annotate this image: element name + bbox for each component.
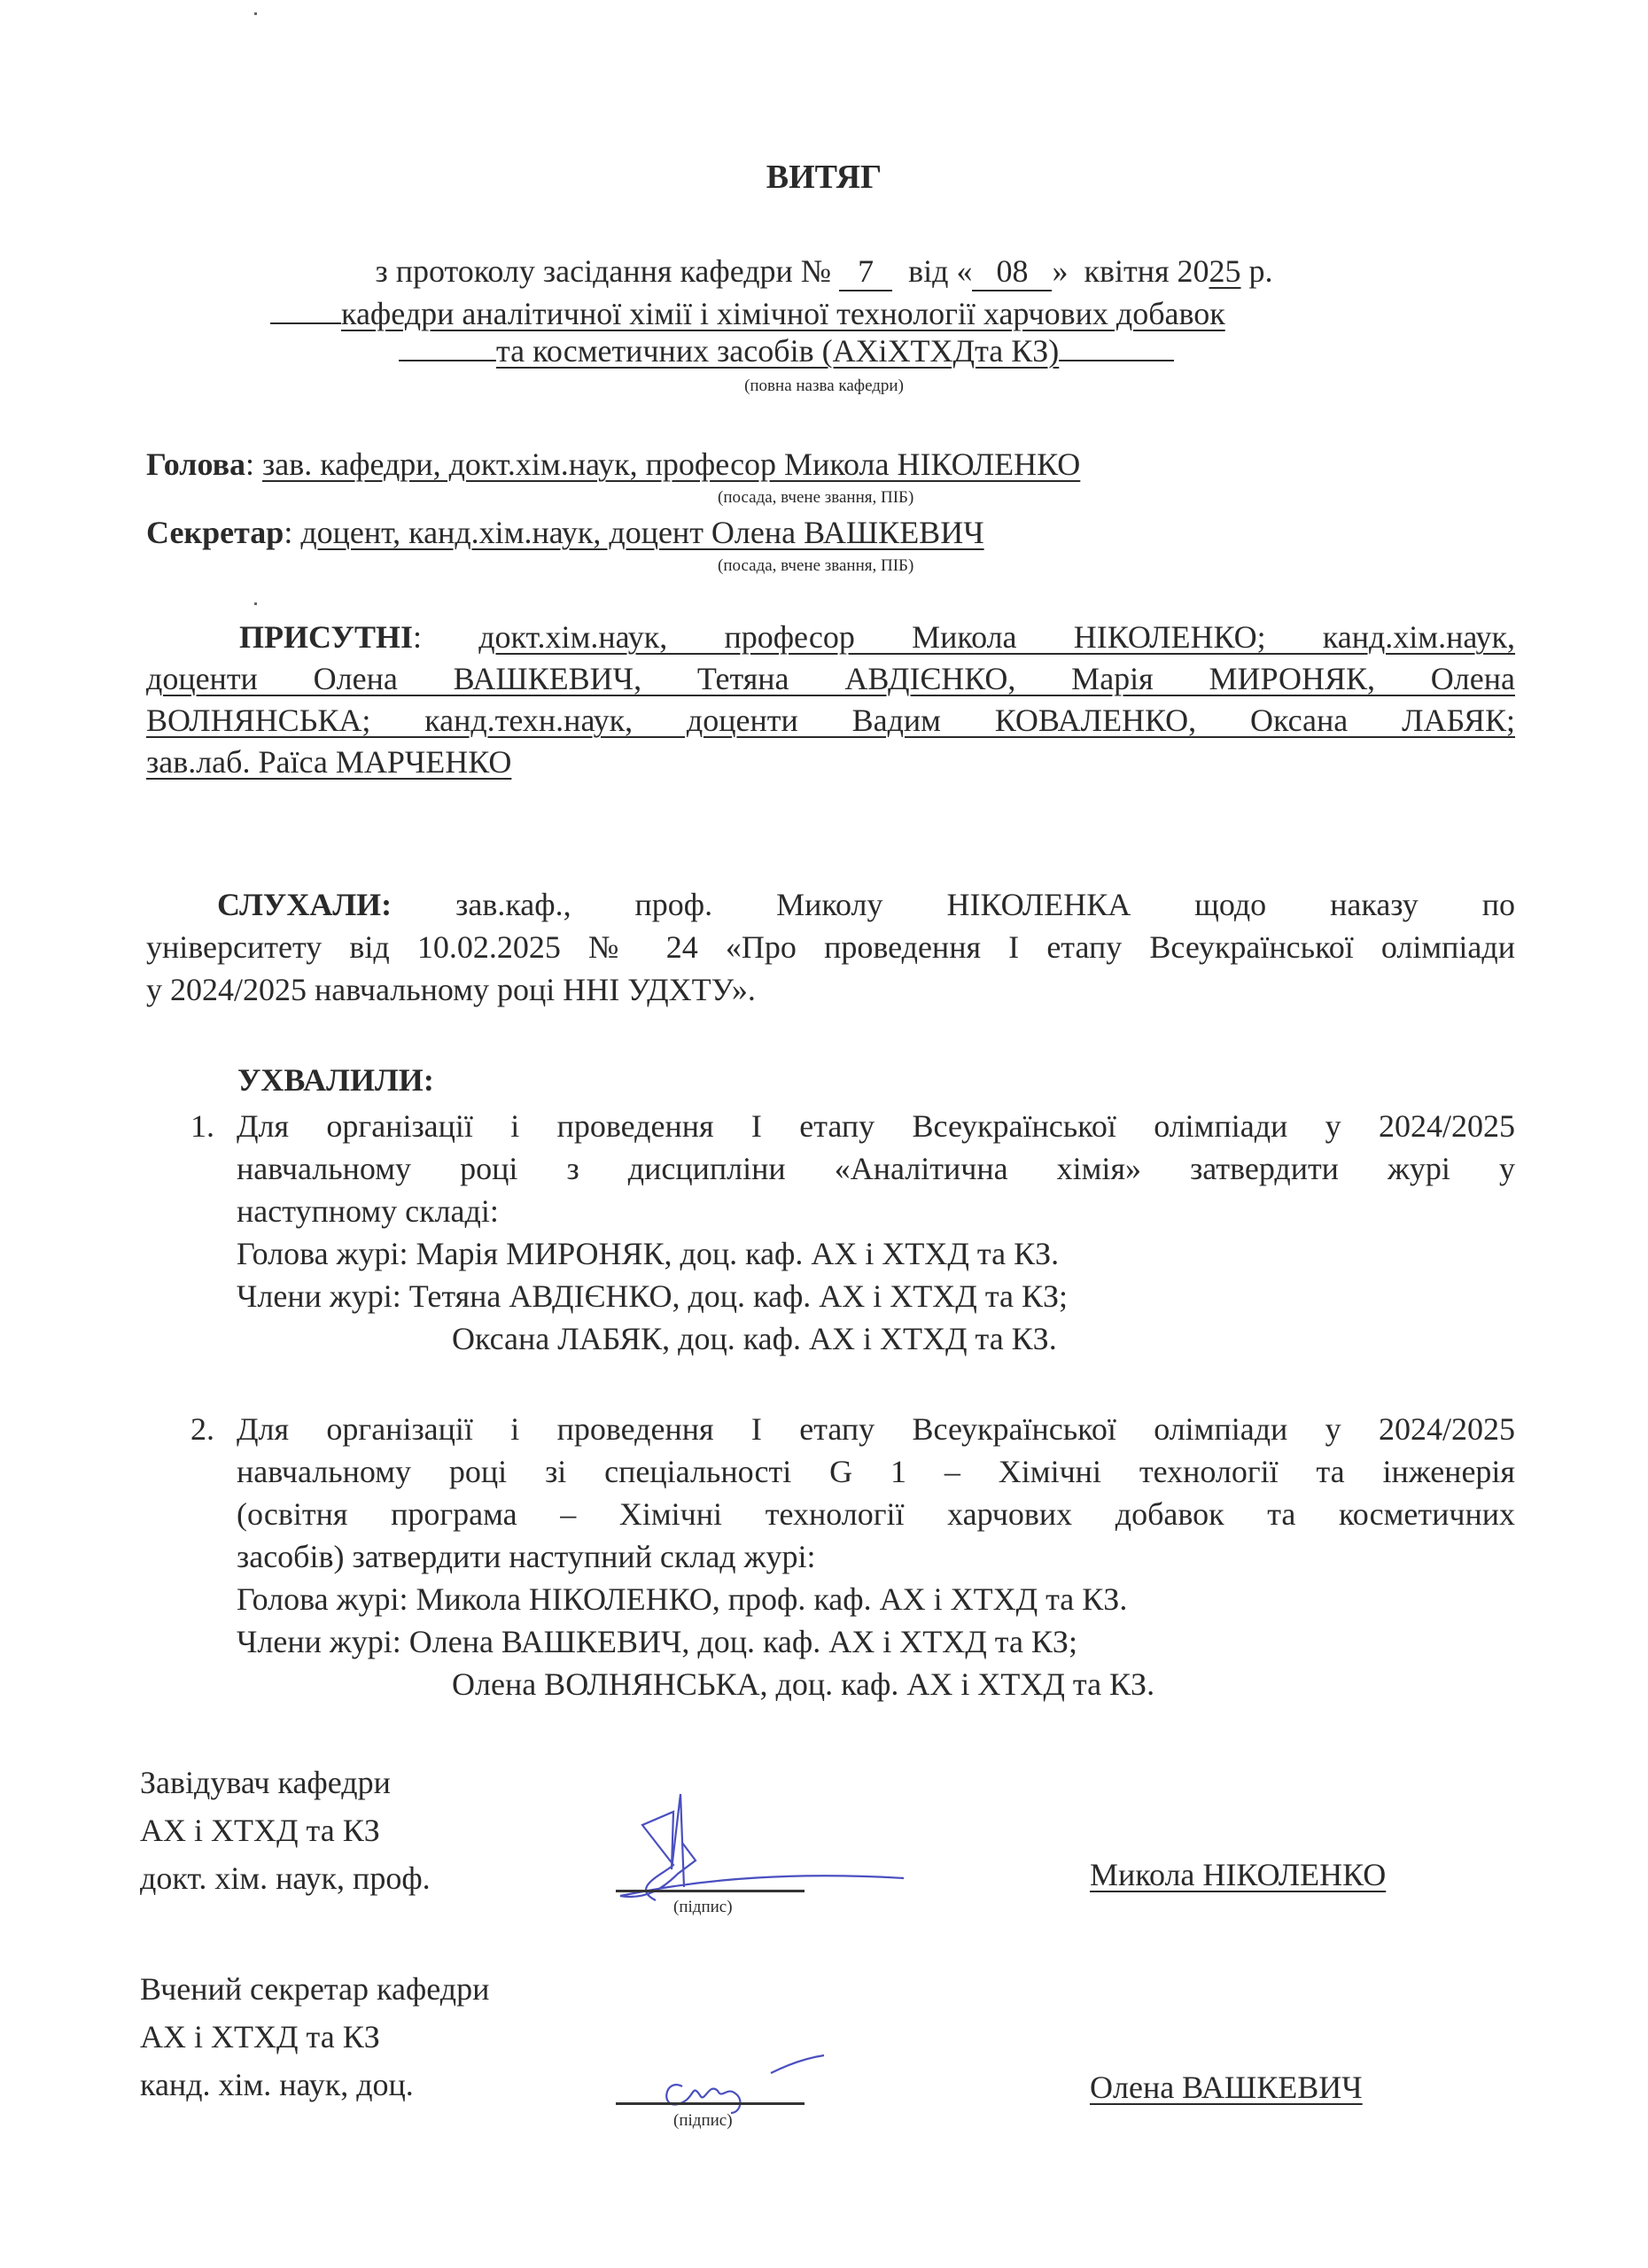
signatory-1-title xyxy=(140,1759,431,1902)
protocol-month-year: квітня 20 xyxy=(1084,253,1209,289)
jury-members: Олена ВОЛНЯНСЬКА, доц. каф. АХ і ХТХД та КЗ. xyxy=(452,1666,1155,1702)
protocol-close-quote: » xyxy=(1052,253,1069,289)
protocol-from: від « xyxy=(908,253,973,289)
present-text: доценти Олена ВАШКЕВИЧ, Тетяна АВДІЄНКО, Марія МИРОНЯК, Олена xyxy=(146,661,1515,696)
blank-fill xyxy=(1059,360,1174,361)
secretary-caption: (посада, вчене звання, ПІБ) xyxy=(718,556,914,575)
department-name-part-2: та косметичних засобів (АХіХТХДта КЗ) xyxy=(496,333,1060,369)
heard-text: зав.каф., проф. Миколу НІКОЛЕНКА щодо наказу по xyxy=(455,887,1515,922)
signature-caption: (підпис) xyxy=(673,2111,733,2130)
item-text-line: навчальному році з дисципліни «Аналітична хімія» затвердити журі у xyxy=(237,1151,1515,1186)
item-text-line: Для організації і проведення І етапу Всеукраїнської олімпіади у 2024/2025 xyxy=(237,1108,1515,1144)
secretary-label: Секретар xyxy=(146,515,284,550)
page-title: ВИТЯГ xyxy=(766,159,882,196)
chair-label: Голова xyxy=(146,447,246,482)
protocol-prefix: з протоколу засідання кафедри № xyxy=(375,253,832,289)
protocol-day: 08 xyxy=(972,252,1052,291)
heard-block xyxy=(146,886,1515,1008)
item-text-line: наступному складі: xyxy=(237,1193,499,1229)
signatory-2-name: Олена ВАШКЕВИЧ xyxy=(1090,2070,1363,2105)
signature-1-icon xyxy=(611,1790,913,1914)
jury-members: Оксана ЛАБЯК, доц. каф. АХ і ХТХД та КЗ. xyxy=(452,1321,1057,1356)
secretary-value: доцент, канд.хім.наук, доцент Олена ВАШКЕВИЧ xyxy=(300,515,984,550)
protocol-line xyxy=(0,252,1648,291)
signatory-2-title xyxy=(140,1965,489,2109)
resolved-item-1 xyxy=(190,1107,1515,1357)
signatory-1-name: Микола НІКОЛЕНКО xyxy=(1090,1857,1387,1892)
heard-line-2: університету від 10.02.2025 № 24 «Про проведення І етапу Всеукраїнської олімпіади xyxy=(146,929,1515,965)
signature-line xyxy=(616,2102,805,2105)
secretary-line: Секретар: доцент, канд.хім.наук, доцент Олена ВАШКЕВИЧ xyxy=(146,515,984,550)
heard-line-1 xyxy=(146,886,1515,923)
signatory-title-line: докт. хім. наук, проф. xyxy=(140,1860,431,1896)
chair-line: Голова: зав. кафедри, докт.хім.наук, професор Микола НІКОЛЕНКО xyxy=(146,447,1081,482)
present-text: докт.хім.наук, професор Микола НІКОЛЕНКО; канд.хім.наук, xyxy=(478,619,1515,655)
protocol-number: 7 xyxy=(839,252,892,291)
department-line-1 xyxy=(270,295,1225,332)
present-line-2 xyxy=(146,660,1515,697)
item-text-line: засобів) затвердити наступний склад журі: xyxy=(237,1539,816,1574)
present-text: зав.лаб. Раїса МАРЧЕНКО xyxy=(146,744,512,780)
present-label: ПРИСУТНІ xyxy=(239,619,413,655)
jury-head: Голова журі: Микола НІКОЛЕНКО, проф. каф. АХ і ХТХД та КЗ. xyxy=(237,1581,1128,1617)
scan-speck xyxy=(254,12,257,15)
heard-label: СЛУХАЛИ: xyxy=(217,887,393,922)
blank-fill xyxy=(399,360,496,361)
resolved-label: УХВАЛИЛИ: xyxy=(237,1062,434,1098)
scan-speck xyxy=(254,602,257,605)
signature-2-icon xyxy=(656,2051,859,2117)
signatory-title-line: Вчений секретар кафедри xyxy=(140,1971,490,2007)
signatory-title-line: АХ і ХТХД та КЗ xyxy=(140,1813,380,1848)
jury-head: Голова журі: Марія МИРОНЯК, доц. каф. АХ і ХТХД та КЗ. xyxy=(237,1236,1060,1271)
signature-caption: (підпис) xyxy=(673,1898,733,1916)
heard-line-3: у 2024/2025 навчальному році ННІ УДХТУ». xyxy=(146,972,756,1007)
item-text-line: навчальному році зі спеціальності G 1 – Хімічні технології та інженерія xyxy=(237,1454,1515,1489)
blank-fill xyxy=(270,322,341,324)
signatory-title-line: канд. хім. наук, доц. xyxy=(140,2067,414,2102)
signatory-title-line: АХ і ХТХД та КЗ xyxy=(140,2019,380,2054)
item-text-line: (освітня програма – Хімічні технології харчових добавок та косметичних xyxy=(237,1496,1515,1532)
item-number: 1. xyxy=(190,1108,214,1144)
department-caption: (повна назва кафедри) xyxy=(744,377,904,395)
item-number: 2. xyxy=(190,1411,214,1447)
protocol-year-suffix: 25 xyxy=(1209,253,1241,289)
jury-members: Члени журі: Олена ВАШКЕВИЧ, доц. каф. АХ і ХТХД та КЗ; xyxy=(237,1624,1077,1659)
item-text-line: Для організації і проведення І етапу Всеукраїнської олімпіади у 2024/2025 xyxy=(237,1411,1515,1447)
present-block xyxy=(146,618,1515,781)
resolved-item-2 xyxy=(190,1410,1515,1703)
jury-members: Члени журі: Тетяна АВДІЄНКО, доц. каф. АХ і ХТХД та КЗ; xyxy=(237,1278,1069,1314)
protocol-year-end: р. xyxy=(1248,253,1273,289)
present-line-1: ПРИСУТНІ: докт.хім.наук, професор Микола НІКОЛЕНКО; канд.хім.наук, xyxy=(239,619,1515,655)
chair-caption: (посада, вчене звання, ПІБ) xyxy=(718,488,914,507)
present-text: ВОЛНЯНСЬКА; канд.техн.наук, доценти Вадим КОВАЛЕНКО, Оксана ЛАБЯК; xyxy=(146,703,1515,738)
signatory-title-line: Завідувач кафедри xyxy=(140,1765,391,1800)
department-name-part-1: кафедри аналітичної хімії і хімічної технології харчових добавок xyxy=(341,296,1225,331)
present-line-3 xyxy=(146,702,1515,739)
chair-value: зав. кафедри, докт.хім.наук, професор Микола НІКОЛЕНКО xyxy=(262,447,1081,482)
present-line-4 xyxy=(146,743,1515,781)
signature-line xyxy=(616,1890,805,1892)
department-line-2 xyxy=(399,332,1174,369)
